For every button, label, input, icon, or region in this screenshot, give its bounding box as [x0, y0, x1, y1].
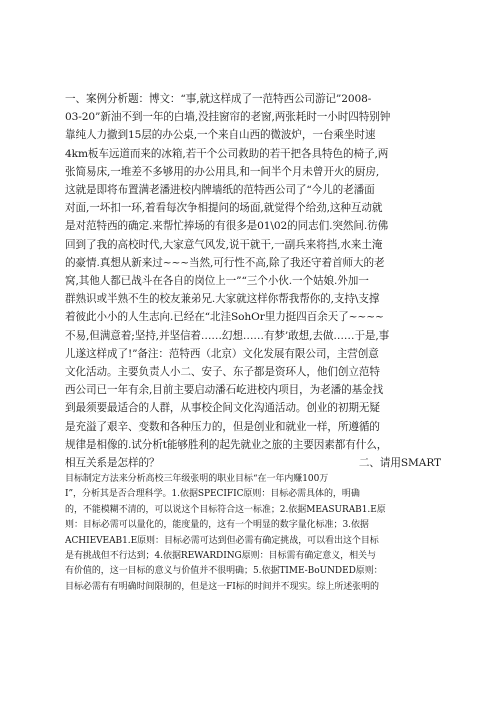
text-line: 文化活动。主要负责人小二、安子、东子都是资环人，他们创立范特	[65, 366, 380, 379]
text-line: 有价值的，这一目标的意义与价值并不很明确；5.依据TIME-BoUNDED原则：	[65, 566, 383, 577]
text-line: 回到了我的高校时代,大家意气风发,说干就干,一副兵来将挡,水来土淹	[65, 238, 383, 251]
text-line: 不易,但满意着;坚持,并坚信着……幻想……有梦’敢想,去做……于是,事	[65, 329, 390, 342]
text-line: ACHIEVEAB1.E原则：目标必需可达到但必需有确定挑战，可以看出这个目标	[65, 535, 379, 546]
text-line: 对面,一坏扣一环,着看每次争相提问的场面,就觉得个给劲,这种互动就	[65, 202, 383, 215]
text-line: 规律是相像的.试分析t能够胜利的起先就业之旅的主要因素都有什么，	[65, 438, 388, 451]
text-line: 窝,其他人都已战斗在各自的岗位上一”“三个小伙.一个姑娘.外加一	[65, 275, 369, 288]
text-line: 的，不能模糊不清的，可以说这个目标符合这一标准；2.依据MEASURAB1.E原	[65, 504, 386, 515]
text-line: 是有挑战但不行达到；4.依据REWARDING原则：目标需有确定意义，相关与	[65, 551, 376, 562]
text-line: 则：目标必需可以量化的，能度量的，这有一个明显的数字量化标准；3.依据	[65, 520, 369, 531]
text-line: 4km板车远道而来的冰箱,若干个公司救助的若干把各具特色的椅子,两	[65, 147, 389, 160]
text-line: 儿遂这样成了!”备注：范特西（北京）文化发展有限公司，主营创意	[65, 347, 379, 360]
text-line: 是对范特西的确定.来帮忙捧场的有很多是01\02的同志们.突然间.彷佛	[65, 220, 389, 233]
text-line: 是充溢了艰辛、变数和各种压力的，但是创业和就业一样，所遵循的	[65, 420, 380, 433]
text-line: 目标必需有有明确时间限制的，但是这一FI标的时间并不现实。综上所述张明的	[65, 581, 380, 592]
text-line: 西公司已一年有余,目前主要启动潘石屹进校内项目，为老潘的基金找	[65, 384, 384, 397]
text-line: 03-20”新油不到一年的白墙,没挂窗帘的老窗,两张耗时一小时四特别钟	[65, 111, 391, 124]
case-question-end: 相互关系是怎样的？	[65, 457, 160, 470]
text-line: 靠纯人力撤到15层的办公桌,一个来自山西的微波炉，一台乘坐时速	[65, 129, 376, 142]
text-line: 这就是即将布置满老潘进校内牌墙纸的范特西公司了“今儿的老潘面	[65, 184, 375, 197]
text-line: I”，分析其是否合理科学。1.依据SPECIFIC原则：目标必需具体的，明确	[65, 489, 360, 500]
text-line: 的豪情.真想从新来过~~~当然,可行性不高,除了我还守着首师大的老	[65, 256, 385, 269]
text-line: 一、案例分析题：博文：“事,就这样成了一范特西公司游记”2008-	[65, 93, 372, 105]
smart-analysis-paragraph	[65, 472, 441, 595]
text-line: 目标制定方法来分析高校三年级张明的职业目标“在一年内赚100万	[65, 474, 329, 484]
text-line: 群熟识或半熟不生的校友兼弟兄.大家就这样你帮我帮你的,支持\支撑	[65, 293, 380, 306]
section-two-heading-start: 二、请用SMART	[358, 457, 441, 470]
case-analysis-paragraph	[65, 90, 441, 472]
text-line: 张简易床,一堆差不多够用的办公用具,和一间半个月未曾开火的厨房,	[65, 165, 380, 178]
text-line: 着彼此小小的人生志向.已经在“北洼SohOr里力挺四百余天了~~~~	[65, 311, 384, 324]
text-line: 到最须要最适合的人群，从事校企间文化沟通活动。创业的初期无疑	[65, 402, 380, 415]
text-line-split	[65, 454, 441, 472]
